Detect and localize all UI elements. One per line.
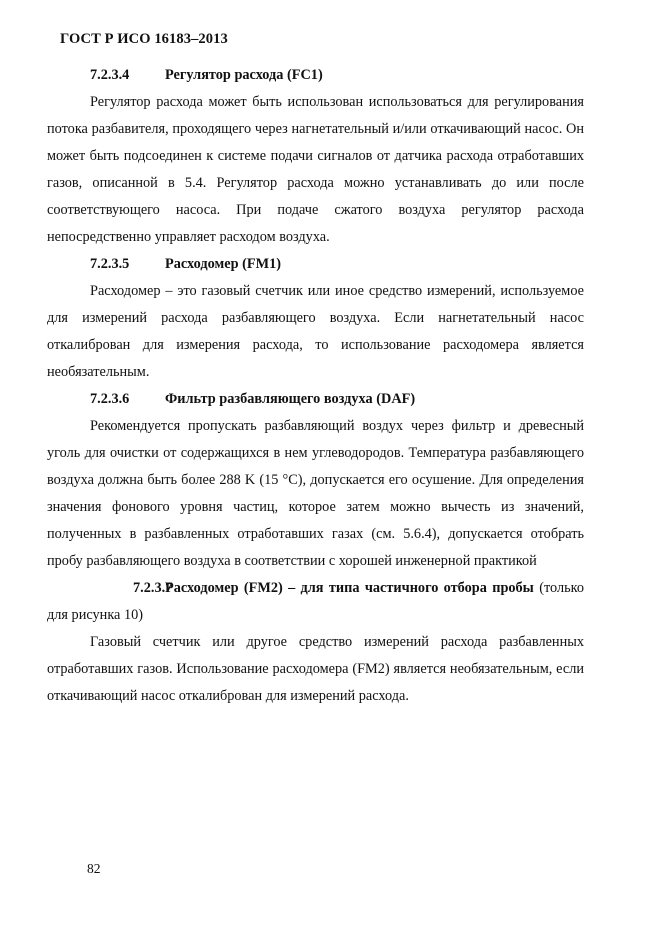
section-heading-7-2-3-5 bbox=[90, 251, 584, 278]
section-title: Расходомер (FM2) – для типа частичного отбора пробы bbox=[165, 580, 534, 596]
section-heading-7-2-3-7 bbox=[47, 575, 584, 629]
section-title-note: (только для рисунка 10) bbox=[47, 580, 584, 623]
section-paragraph-7-2-3-6: Рекомендуется пропускать разбавляющий воздух через фильтр и древесный уголь для очистки от содержащихся в нем углеводородов. Температура разбавляющего воздуха должна быть более 288 K (15 °C), допускается его осушение. Для определения значения фонового уровня частиц, которое затем можно вычесть из значений, полученных в разбавленных отработавших газах (см. 5.6.4), допускается отобрать пробу разбавляющего воздуха в соответствии с хорошей инженерной практикой bbox=[47, 418, 584, 569]
section-heading-7-2-3-6 bbox=[90, 386, 584, 413]
document-header: ГОСТ Р ИСО 16183–2013 bbox=[60, 31, 228, 47]
section-title: Фильтр разбавляющего воздуха (DAF) bbox=[165, 391, 416, 407]
section-number: 7.2.3.5 bbox=[90, 256, 130, 272]
section-paragraph-7-2-3-5: Расходомер – это газовый счетчик или иное средство измерений, используемое для измерений расхода разбавляющего воздуха. Если нагнетательный насос откалиброван для измерения расхода, то использование расходомера является необязательным. bbox=[47, 283, 584, 380]
section-number: 7.2.3.4 bbox=[90, 67, 130, 83]
page-number: 82 bbox=[87, 861, 101, 876]
section-number: 7.2.3.7 bbox=[133, 580, 173, 596]
section-title: Расходомер (FM1) bbox=[165, 256, 281, 272]
section-paragraph-7-2-3-4: Регулятор расхода может быть использован использоваться для регулирования потока разбавителя, проходящего через нагнетательный и/или откачивающий насос. Он может быть подсоединен к системе подачи сигналов от датчика расхода отработавших газов, описанной в 5.4. Регулятор расхода можно устанавливать до или после соответствующего насоса. При подаче сжатого воздуха регулятор расхода непосредственно управляет расходом воздуха. bbox=[47, 94, 584, 245]
section-title: Регулятор расхода (FC1) bbox=[165, 67, 323, 83]
section-heading-7-2-3-4 bbox=[90, 62, 584, 89]
section-number: 7.2.3.6 bbox=[90, 391, 130, 407]
document-body bbox=[47, 62, 584, 710]
section-paragraph-7-2-3-7: Газовый счетчик или другое средство измерений расхода разбавленных отработавших газов. Использование расходомера (FM2) является необязательным, если откачивающий насос откалиброван для измерений расхода. bbox=[47, 634, 584, 704]
